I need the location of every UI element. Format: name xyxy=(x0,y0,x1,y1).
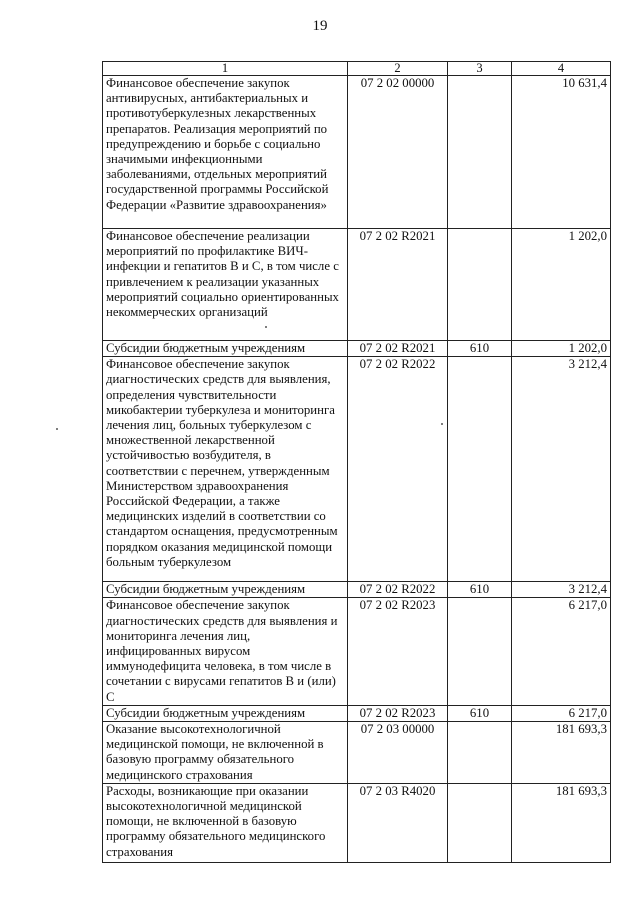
row-code: 07 2 03 00000 xyxy=(348,722,448,784)
page-number: 19 xyxy=(312,18,328,34)
row-name: Финансовое обеспечение закупок антивирусных, антибактериальных и противотуберкулезных лекарственных препаратов. Реализация мероприятий по предупреждению и борьбе с социально значимыми инфекционными заболеваниями, отдельных мероприятий государственной программы Российской Федерации «Развитие здравоохранения» xyxy=(103,76,348,229)
row-kvr: 610 xyxy=(448,705,512,721)
row-code: 07 2 02 R2023 xyxy=(348,705,448,721)
row-name: Финансовое обеспечение реализации мероприятий по профилактике ВИЧ-инфекции и гепатитов В и С, в том числе с привлечением к реализации указанных мероприятий социально ориентированных некоммерческих организаций xyxy=(103,229,348,341)
row-amount: 1 202,0 xyxy=(512,229,611,341)
row-name: Субсидии бюджетным учреждениям xyxy=(103,341,348,357)
row-code: 07 2 03 R4020 xyxy=(348,783,448,862)
table-row xyxy=(103,229,611,341)
header-col-3: 3 xyxy=(448,62,512,76)
table-row xyxy=(103,722,611,784)
table-header-row xyxy=(103,62,611,76)
row-kvr xyxy=(448,357,512,582)
row-kvr xyxy=(448,229,512,341)
row-code: 07 2 02 R2022 xyxy=(348,357,448,582)
row-name: Оказание высокотехнологичной медицинской помощи, не включенной в базовую программу обязательного медицинского страхования xyxy=(103,722,348,784)
row-kvr xyxy=(448,783,512,862)
row-name: Финансовое обеспечение закупок диагностических средств для выявления, определения чувствительности микобактерии туберкулеза и мониторинга лечения лиц, больных туберкулезом с множественной лекарственной устойчивостью возбудителя, в соответствии с перечнем, утвержденным Министерством здравоохранения Российской Федерации, а также медицинских изделий в соответствии со стандартом оснащения, предусмотренным порядком оказания медицинской помощи больным туберкулезом xyxy=(103,357,348,582)
row-amount: 3 212,4 xyxy=(512,357,611,582)
scan-speck xyxy=(56,428,58,430)
budget-table xyxy=(102,61,611,863)
header-col-4: 4 xyxy=(512,62,611,76)
row-amount: 1 202,0 xyxy=(512,341,611,357)
row-code: 07 2 02 R2021 xyxy=(348,341,448,357)
row-amount: 181 693,3 xyxy=(512,783,611,862)
row-kvr xyxy=(448,76,512,229)
scan-speck xyxy=(265,326,267,328)
header-col-2: 2 xyxy=(348,62,448,76)
row-name: Субсидии бюджетным учреждениям xyxy=(103,705,348,721)
table-row xyxy=(103,783,611,862)
row-kvr xyxy=(448,722,512,784)
row-code: 07 2 02 R2023 xyxy=(348,598,448,705)
row-amount: 181 693,3 xyxy=(512,722,611,784)
row-kvr: 610 xyxy=(448,341,512,357)
table-row xyxy=(103,582,611,598)
row-name: Финансовое обеспечение закупок диагностических средств для выявления и мониторинга лечения лиц, инфицированных вирусом иммунодефицита человека, в том числе в сочетании с вирусами гепатитов В и (или) С xyxy=(103,598,348,705)
row-code: 07 2 02 00000 xyxy=(348,76,448,229)
row-name: Расходы, возникающие при оказании высокотехнологичной медицинской помощи, не включенной в базовую программу обязательного медицинского страхования xyxy=(103,783,348,862)
table-row xyxy=(103,357,611,582)
row-amount: 10 631,4 xyxy=(512,76,611,229)
row-code: 07 2 02 R2021 xyxy=(348,229,448,341)
row-code: 07 2 02 R2022 xyxy=(348,582,448,598)
row-amount: 3 212,4 xyxy=(512,582,611,598)
row-amount: 6 217,0 xyxy=(512,598,611,705)
row-kvr: 610 xyxy=(448,582,512,598)
row-kvr xyxy=(448,598,512,705)
row-name: Субсидии бюджетным учреждениям xyxy=(103,582,348,598)
header-col-1: 1 xyxy=(103,62,348,76)
table-row xyxy=(103,705,611,721)
scan-speck xyxy=(441,423,443,425)
table-row xyxy=(103,76,611,229)
table-row xyxy=(103,341,611,357)
table-row xyxy=(103,598,611,705)
row-amount: 6 217,0 xyxy=(512,705,611,721)
